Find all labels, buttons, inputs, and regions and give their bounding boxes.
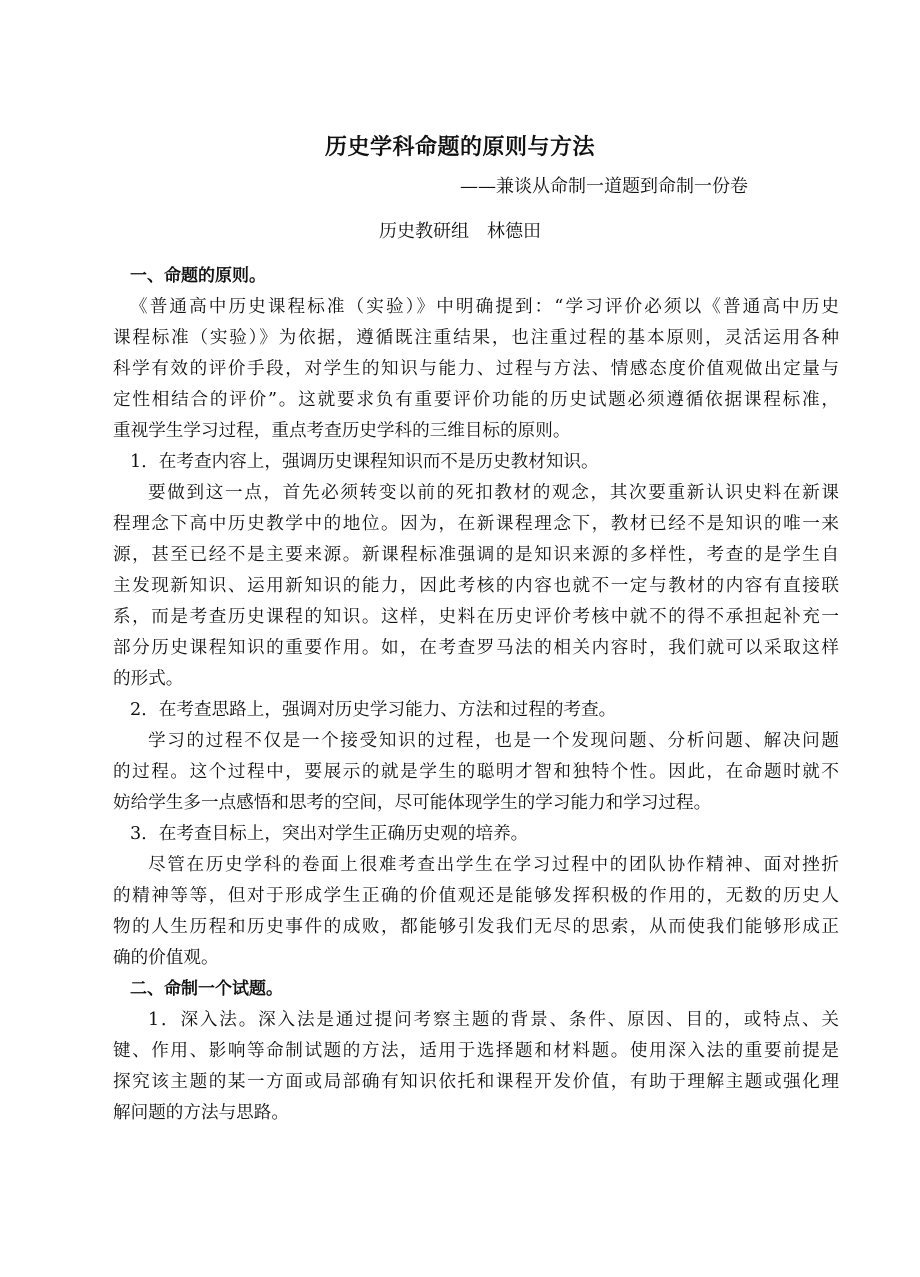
paragraph-line: 主发现新知识、运用新知识的能力，因此考核的内容也就不一定与教材的内容有直接联 <box>113 576 839 596</box>
paragraph-line: 物的人生历程和历史事件的成败，都能够引发我们无尽的思索，从而使我们能够形成正 <box>113 917 839 937</box>
paragraph-line: 确的价值观。 <box>113 948 219 968</box>
numbered-point: 1．在考查内容上，强调历史课程知识而不是历史教材知识。 <box>130 452 599 472</box>
paragraph-line: 系，而是考查历史课程的知识。这样，史料在历史评价考核中就不的得不承担起补充一 <box>113 607 839 627</box>
paragraph-line: 的精神等等，但对于形成学生正确的价值观还是能够发挥积极的作用的，无数的历史人 <box>113 886 839 906</box>
section-heading: 二、命制一个试题。 <box>130 979 283 999</box>
paragraph-line: 科学有效的评价手段，对学生的知识与能力、过程与方法、情感态度价值观做出定量与 <box>113 359 839 379</box>
paragraph-line: 的过程。这个过程中，要展示的就是学生的聪明才智和独特个性。因此，在命题时就不 <box>113 762 839 782</box>
paragraph-line: 解问题的方法与思路。 <box>113 1103 289 1123</box>
paragraph-line: 学习的过程不仅是一个接受知识的过程，也是一个发现问题、分析问题、解决问题 <box>148 731 839 751</box>
paragraph-line: 的形式。 <box>113 669 184 689</box>
section-heading: 一、命题的原则。 <box>130 266 266 286</box>
paragraph-line: 键、作用、影响等命制试题的方法，适用于选择题和材料题。使用深入法的重要前提是 <box>113 1041 839 1061</box>
document-title: 历史学科命题的原则与方法 <box>324 135 595 160</box>
paragraph-line: 课程标准（实验）》为依据，遵循既注重结果，也注重过程的基本原则，灵活运用各种 <box>113 328 839 348</box>
document-author: 历史教研组 林德田 <box>379 221 541 242</box>
document-subtitle: ——兼谈从命制一道题到命制一份卷 <box>460 176 748 197</box>
document-body <box>113 261 839 1129</box>
numbered-point: 2．在考查思路上，强调对历史学习能力、方法和过程的考查。 <box>130 700 617 720</box>
numbered-point: 3．在考查目标上，突出对学生正确历史观的培养。 <box>130 824 529 844</box>
paragraph-line: 要做到这一点，首先必须转变以前的死扣教材的观念，其次要重新认识史料在新课 <box>148 483 839 503</box>
paragraph-line: 部分历史课程知识的重要作用。如，在考查罗马法的相关内容时，我们就可以采取这样 <box>113 638 839 658</box>
paragraph-line: 探究该主题的某一方面或局部确有知识依托和课程开发价值，有助于理解主题或强化理 <box>113 1072 839 1092</box>
paragraph-line: 程理念下高中历史教学中的地位。因为，在新课程理念下，教材已经不是知识的唯一来 <box>113 514 839 534</box>
paragraph-line: 定性相结合的评价”。这就要求负有重要评价功能的历史试题必须遵循依据课程标准， <box>113 390 839 410</box>
paragraph-line: 妨给学生多一点感悟和思考的空间，尽可能体现学生的学习能力和学习过程。 <box>113 793 712 813</box>
paragraph-line: 重视学生学习过程，重点考查历史学科的三维目标的原则。 <box>113 421 571 441</box>
paragraph-line: 源，甚至已经不是主要来源。新课程标准强调的是知识来源的多样性，考查的是学生自 <box>113 545 839 565</box>
paragraph-line: 1．深入法。深入法是通过提问考察主题的背景、条件、原因、目的，或特点、关 <box>148 1010 839 1030</box>
paragraph-line: 《普通高中历史课程标准（实验）》中明确提到：“学习评价必须以《普通高中历史 <box>130 297 839 317</box>
paragraph-line: 尽管在历史学科的卷面上很难考查出学生在学习过程中的团队协作精神、面对挫折 <box>148 855 839 875</box>
